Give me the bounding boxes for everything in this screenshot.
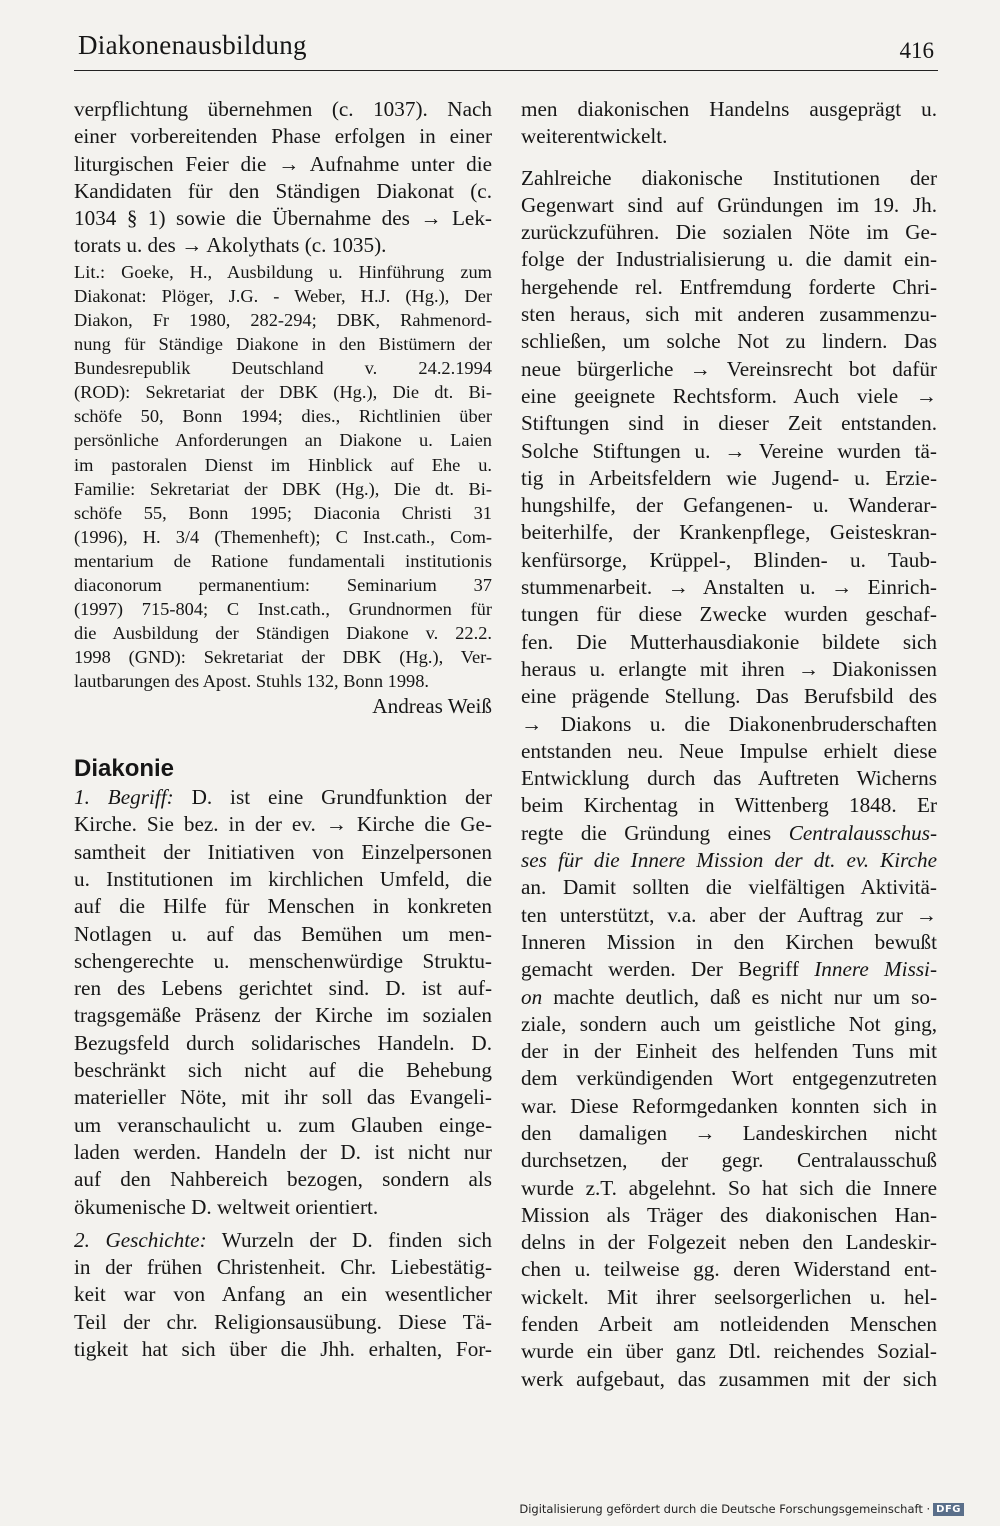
- literature-line: die Ausbildung der Ständigen Diakone v. 22.2.: [74, 623, 492, 644]
- text-line: torats u. des → Akolythats (c. 1035).: [74, 233, 387, 258]
- running-head-title: Diakonenausbildung: [78, 30, 307, 60]
- literature-line: 1998 (GND): Sekretariat der DBK (Hg.), Ver-: [74, 647, 492, 668]
- text-line: → Diakons u. die Diakonenbruderschaften: [521, 711, 937, 736]
- text-line: Notlagen u. auf das Bemühen um men-: [74, 921, 492, 946]
- literature-line: Familie: Sekretariat der DBK (Hg.), Die dt. Bi-: [74, 478, 492, 499]
- text-line: folge der Industrialisierung u. die damit ein-: [521, 247, 937, 272]
- literature-line: Diakon, Fr 1980, 282-294; DBK, Rahmenord-: [74, 309, 492, 330]
- text-line: wickelt. Mit ihrer seelsorgerlichen u. hel-: [521, 1284, 937, 1309]
- text-line: fen. Die Mutterhausdiakonie bildete sich: [521, 629, 937, 654]
- text-line: 2. Geschichte: Wurzeln der D. finden sich: [74, 1227, 492, 1252]
- text-line: [521, 847, 937, 874]
- italic-term: Centralausschus-: [788, 820, 937, 845]
- literature-line: diaconorum permanentium: Seminarium 37: [74, 575, 492, 595]
- literature-line: lautbarungen des Apost. Stuhls 132, Bonn 1998.: [74, 671, 430, 692]
- text-line: weiterentwickelt.: [521, 124, 668, 149]
- text-line: tig in Arbeitsfeldern wie Jugend- u. Erzie-: [521, 465, 937, 490]
- text-line: Teil der chr. Religionsausübung. Diese Tä-: [74, 1309, 492, 1334]
- continued-paragraph: [521, 96, 937, 151]
- text-line: ökumenische D. weltweit orientiert.: [74, 1194, 379, 1219]
- text-line: materieller Nöte, mit ihr soll das Evangeli-: [74, 1085, 492, 1110]
- text-line: wurde z.T. abgelehnt. So hat sich die Innere: [521, 1175, 937, 1200]
- right-column: [521, 96, 937, 1393]
- text-line: den damaligen → Landeskirchen nicht: [521, 1120, 937, 1145]
- text-line: eine geeignete Rechtsform. Auch viele →: [521, 383, 937, 408]
- text-line: u. Institutionen im kirchlichen Umfeld, die: [74, 866, 492, 891]
- continued-paragraph: [74, 96, 492, 260]
- text-line: zurückzuführen. Die sozialen Nöte im Ge-: [521, 220, 937, 245]
- history-paragraph: [521, 165, 937, 1393]
- text-line: delns in der Folgezeit neben den Landeskir-: [521, 1230, 937, 1255]
- text-line: laden werden. Handeln der D. ist nicht nur: [74, 1139, 492, 1164]
- literature-line: mentarium de Ratione fundamentali institutionis: [74, 550, 492, 571]
- text-line: Entwicklung durch das Auftreten Wicherns: [521, 766, 937, 791]
- text-line: auf die Hilfe für Menschen in konkreten: [74, 894, 492, 919]
- literature-block: [74, 260, 492, 694]
- header-rule: [74, 70, 938, 71]
- text-line: in der frühen Christenheit. Chr. Liebestätig-: [74, 1255, 492, 1280]
- literature-line: im pastoralen Dienst im Hinblick auf Ehe u.: [74, 454, 492, 475]
- text-line: schengerechte u. menschenwürdige Struktu-: [74, 948, 492, 973]
- literature-line: nung für Ständige Diakone in den Bistümern der: [74, 334, 492, 355]
- digitization-footer: [519, 1502, 964, 1516]
- text-line: neue bürgerliche → Vereinsrecht bot dafür: [521, 356, 937, 381]
- text-line: an. Damit sollten die vielfältigen Aktivitä-: [521, 875, 937, 900]
- literature-line: Diakonat: Plöger, J.G. - Weber, H.J. (Hg.), Der: [74, 285, 492, 306]
- text-line: Zahlreiche diakonische Institutionen der: [521, 165, 937, 190]
- text-line: beim Kirchentag in Wittenberg 1848. Er: [521, 793, 937, 818]
- text-line: Kandidaten für den Ständigen Diakonat (c.: [74, 178, 492, 203]
- italic-term: on: [521, 984, 543, 1009]
- left-column: [74, 96, 492, 1363]
- text-line: dem verkündigenden Wort entgegenzutreten: [521, 1066, 937, 1091]
- section-label: 2. Geschichte:: [74, 1227, 207, 1252]
- text-line: Solche Stiftungen u. → Vereine wurden tä-: [521, 438, 937, 463]
- text-line: ren des Lebens gerichtet sind. D. ist auf-: [74, 976, 492, 1001]
- text-line: beschränkt sich nicht auf die Behebung: [74, 1058, 492, 1083]
- text-line: um veranschaulicht u. zum Glauben einge-: [74, 1112, 492, 1137]
- paragraph-gap: [521, 151, 937, 165]
- text-line: fenden Arbeit am notleidenden Menschen: [521, 1312, 937, 1337]
- text-line: Stiftungen sind in dieser Zeit entstanden.: [521, 411, 937, 436]
- text-line: werk aufgebaut, das zusammen mit der sich: [521, 1366, 937, 1391]
- text-line: gemacht werden. Der Begriff Innere Missi-: [521, 957, 938, 982]
- page-number: 416: [899, 38, 934, 63]
- italic-term: Innere Missi-: [814, 957, 938, 982]
- italic-term: ses für die Innere Mission der dt. ev. Kirche: [521, 848, 937, 873]
- text-line: entstanden neu. Neue Impulse erhielt diese: [521, 738, 937, 763]
- text-line: der in der Einheit des helfenden Tuns mit: [521, 1039, 937, 1064]
- footer-credit: Digitalisierung gefördert durch die Deutsche Forschungsgemeinschaft ·: [519, 1502, 931, 1516]
- text-line: hergehende rel. Entfremdung forderte Chri-: [521, 274, 937, 299]
- text-line: Bezugsfeld durch solidarisches Handeln. D.: [74, 1030, 492, 1055]
- literature-line: Lit.: Goeke, H., Ausbildung u. Hinführung zum: [74, 261, 492, 282]
- entry-heading: Diakonie: [74, 754, 175, 782]
- text-line: Mission als Träger des diakonischen Han-: [521, 1202, 937, 1227]
- section-geschichte: [74, 1227, 492, 1363]
- text-line: durchsetzen, der gegr. Centralausschuß: [521, 1148, 937, 1173]
- text-line: Kirche. Sie bez. in der ev. → Kirche die Ge-: [74, 812, 492, 837]
- text-line: on machte deutlich, daß es nicht nur um so-: [521, 984, 938, 1009]
- text-line: chen u. teilweise gg. deren Widerstand ent-: [521, 1257, 937, 1282]
- literature-line: (ROD): Sekretariat der DBK (Hg.), Die dt. Bi-: [74, 382, 492, 403]
- literature-line: schöfe 55, Bonn 1995; Diaconia Christi 31: [74, 502, 492, 523]
- text-line: war. Diese Reformgedanken konnten sich in: [521, 1093, 937, 1118]
- text-line: tragsgemäße Präsenz der Kirche im sozialen: [74, 1003, 492, 1028]
- text-line: heraus u. erlangte mit ihren → Diakonissen: [521, 656, 937, 681]
- literature-line: persönliche Anforderungen an Diakone u. Laien: [74, 430, 492, 451]
- text-line: wurde ein über ganz Dtl. reichendes Sozial-: [521, 1339, 937, 1364]
- text-line: liturgischen Feier die → Aufnahme unter die: [74, 151, 492, 176]
- text-line: einer vorbereitenden Phase erfolgen in einer: [74, 124, 492, 149]
- section-label: 1. Begriff:: [74, 785, 174, 810]
- text-line: schließen, um solche Not zu lindern. Das: [521, 329, 937, 354]
- text-line: kenfürsorge, Krüppel-, Blinden- u. Taub-: [521, 547, 937, 572]
- text-line: Inneren Mission in den Kirchen bewußt: [521, 929, 937, 954]
- text-line: 1. Begriff: D. ist eine Grundfunktion der: [74, 785, 493, 810]
- dfg-logo-icon: DFG: [933, 1503, 964, 1516]
- text-line: stummenarbeit. → Anstalten u. → Einrich-: [521, 575, 937, 600]
- section-begriff: [74, 784, 492, 1221]
- literature-line: (1996), H. 3/4 (Themenheft); C Inst.cath., Com-: [74, 526, 492, 547]
- text-line: ziale, sondern auch um geistliche Not ging,: [521, 1011, 937, 1036]
- literature-line: schöfe 50, Bonn 1994; dies., Richtlinien über: [74, 406, 492, 427]
- literature-line: (1997) 715-804; C Inst.cath., Grundnormen für: [74, 599, 492, 620]
- author-signature: Andreas Weiß: [372, 694, 492, 719]
- text-line: verpflichtung übernehmen (c. 1037). Nach: [74, 97, 492, 121]
- text-line: auf den Nahbereich bezogen, sondern als: [74, 1167, 492, 1192]
- text-line: samtheit der Initiativen von Einzelpersonen: [74, 839, 492, 864]
- text-line: keit war von Anfang an ein wesentlicher: [74, 1282, 492, 1307]
- text-line: ten unterstützt, v.a. aber der Auftrag zur →: [521, 902, 937, 927]
- text-line: sten heraus, sich mit anderen zusammenzu-: [521, 302, 937, 327]
- text-line: tigkeit hat sich über die Jhh. erhalten, For-: [74, 1337, 492, 1361]
- text-line: eine prägende Stellung. Das Berufsbild des: [521, 684, 937, 709]
- text-line: hungshilfe, der Gefangenen- u. Wanderar-: [521, 493, 937, 518]
- literature-line: Bundesrepublik Deutschland v. 24.2.1994: [74, 358, 492, 379]
- text-line: tungen für diese Zwecke wurden geschaf-: [521, 602, 937, 627]
- text-line: beiterhilfe, der Krankenpflege, Geisteskran-: [521, 520, 937, 545]
- text-line: 1034 § 1) sowie die Übernahme des → Lek-: [74, 206, 492, 231]
- text-line: regte die Gründung eines Centralausschus-: [521, 820, 937, 845]
- text-line: Gegenwart sind auf Gründungen im 19. Jh.: [521, 192, 937, 217]
- text-line: men diakonischen Handelns ausgeprägt u.: [521, 97, 937, 121]
